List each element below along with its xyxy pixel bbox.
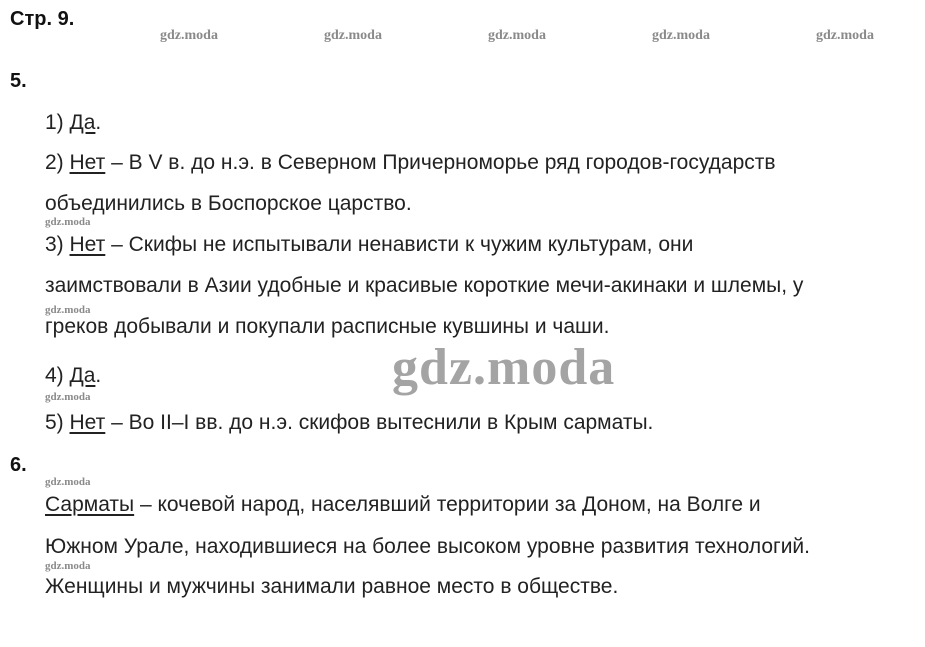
page-label: Стр. 9. (10, 8, 75, 30)
task-number: 5. (10, 70, 27, 92)
watermark-text: gdz.moda (45, 391, 91, 403)
answer-word: Нет (69, 151, 106, 174)
answer-word: Да (69, 364, 96, 387)
watermark-text: gdz.moda (45, 304, 91, 316)
center-watermark: gdz.moda (392, 339, 616, 396)
definition-text: – кочевой народ, населявший территории за Доном, на Волге и (134, 493, 761, 516)
watermark-text: gdz.moda (45, 476, 91, 488)
answer-line-3 (45, 232, 693, 258)
answer-word: Нет (69, 233, 106, 256)
watermark-text: gdz.moda (816, 28, 874, 43)
answer-text: – В V в. до н.э. в Северном Причерноморье ряд городов-государств (105, 151, 776, 174)
watermark-text: gdz.moda (324, 28, 382, 43)
watermark-text: gdz.moda (652, 28, 710, 43)
watermark-text: gdz.moda (160, 28, 218, 43)
item-number: 1) (45, 111, 70, 134)
answer-text: . (95, 111, 102, 134)
answer-line-3-cont2: греков добывали и покупали расписные кувшины и чаши. (45, 315, 610, 338)
item-number: 5) (45, 411, 70, 434)
watermark-text: gdz.moda (488, 28, 546, 43)
task-number: 6. (10, 454, 27, 476)
answer-line-4 (45, 363, 101, 389)
answer-line-2 (45, 150, 776, 176)
definition-line-3: Женщины и мужчины занимали равное место в обществе. (45, 575, 619, 598)
answer-line-2-cont: объединились в Боспорское царство. (45, 192, 412, 215)
definition-line-1 (45, 492, 761, 518)
term-word: Сарматы (45, 493, 135, 516)
item-number: 4) (45, 364, 70, 387)
answer-line-1 (45, 110, 101, 136)
item-number: 2) (45, 151, 70, 174)
watermark-text: gdz.moda (45, 560, 91, 572)
watermark-text: gdz.moda (45, 216, 91, 228)
answer-text: – Скифы не испытывали ненависти к чужим культурам, они (105, 233, 694, 256)
answer-line-5 (45, 410, 653, 436)
answer-line-3-cont: заимствовали в Азии удобные и красивые короткие мечи-акинаки и шлемы, у (45, 274, 804, 297)
answer-word: Да (69, 111, 96, 134)
answer-text: . (95, 364, 102, 387)
item-number: 3) (45, 233, 70, 256)
answer-word: Нет (69, 411, 106, 434)
definition-line-2: Южном Урале, находившиеся на более высоком уровне развития технологий. (45, 535, 810, 558)
answer-text: – Во II–I вв. до н.э. скифов вытеснили в Крым сарматы. (105, 411, 654, 434)
